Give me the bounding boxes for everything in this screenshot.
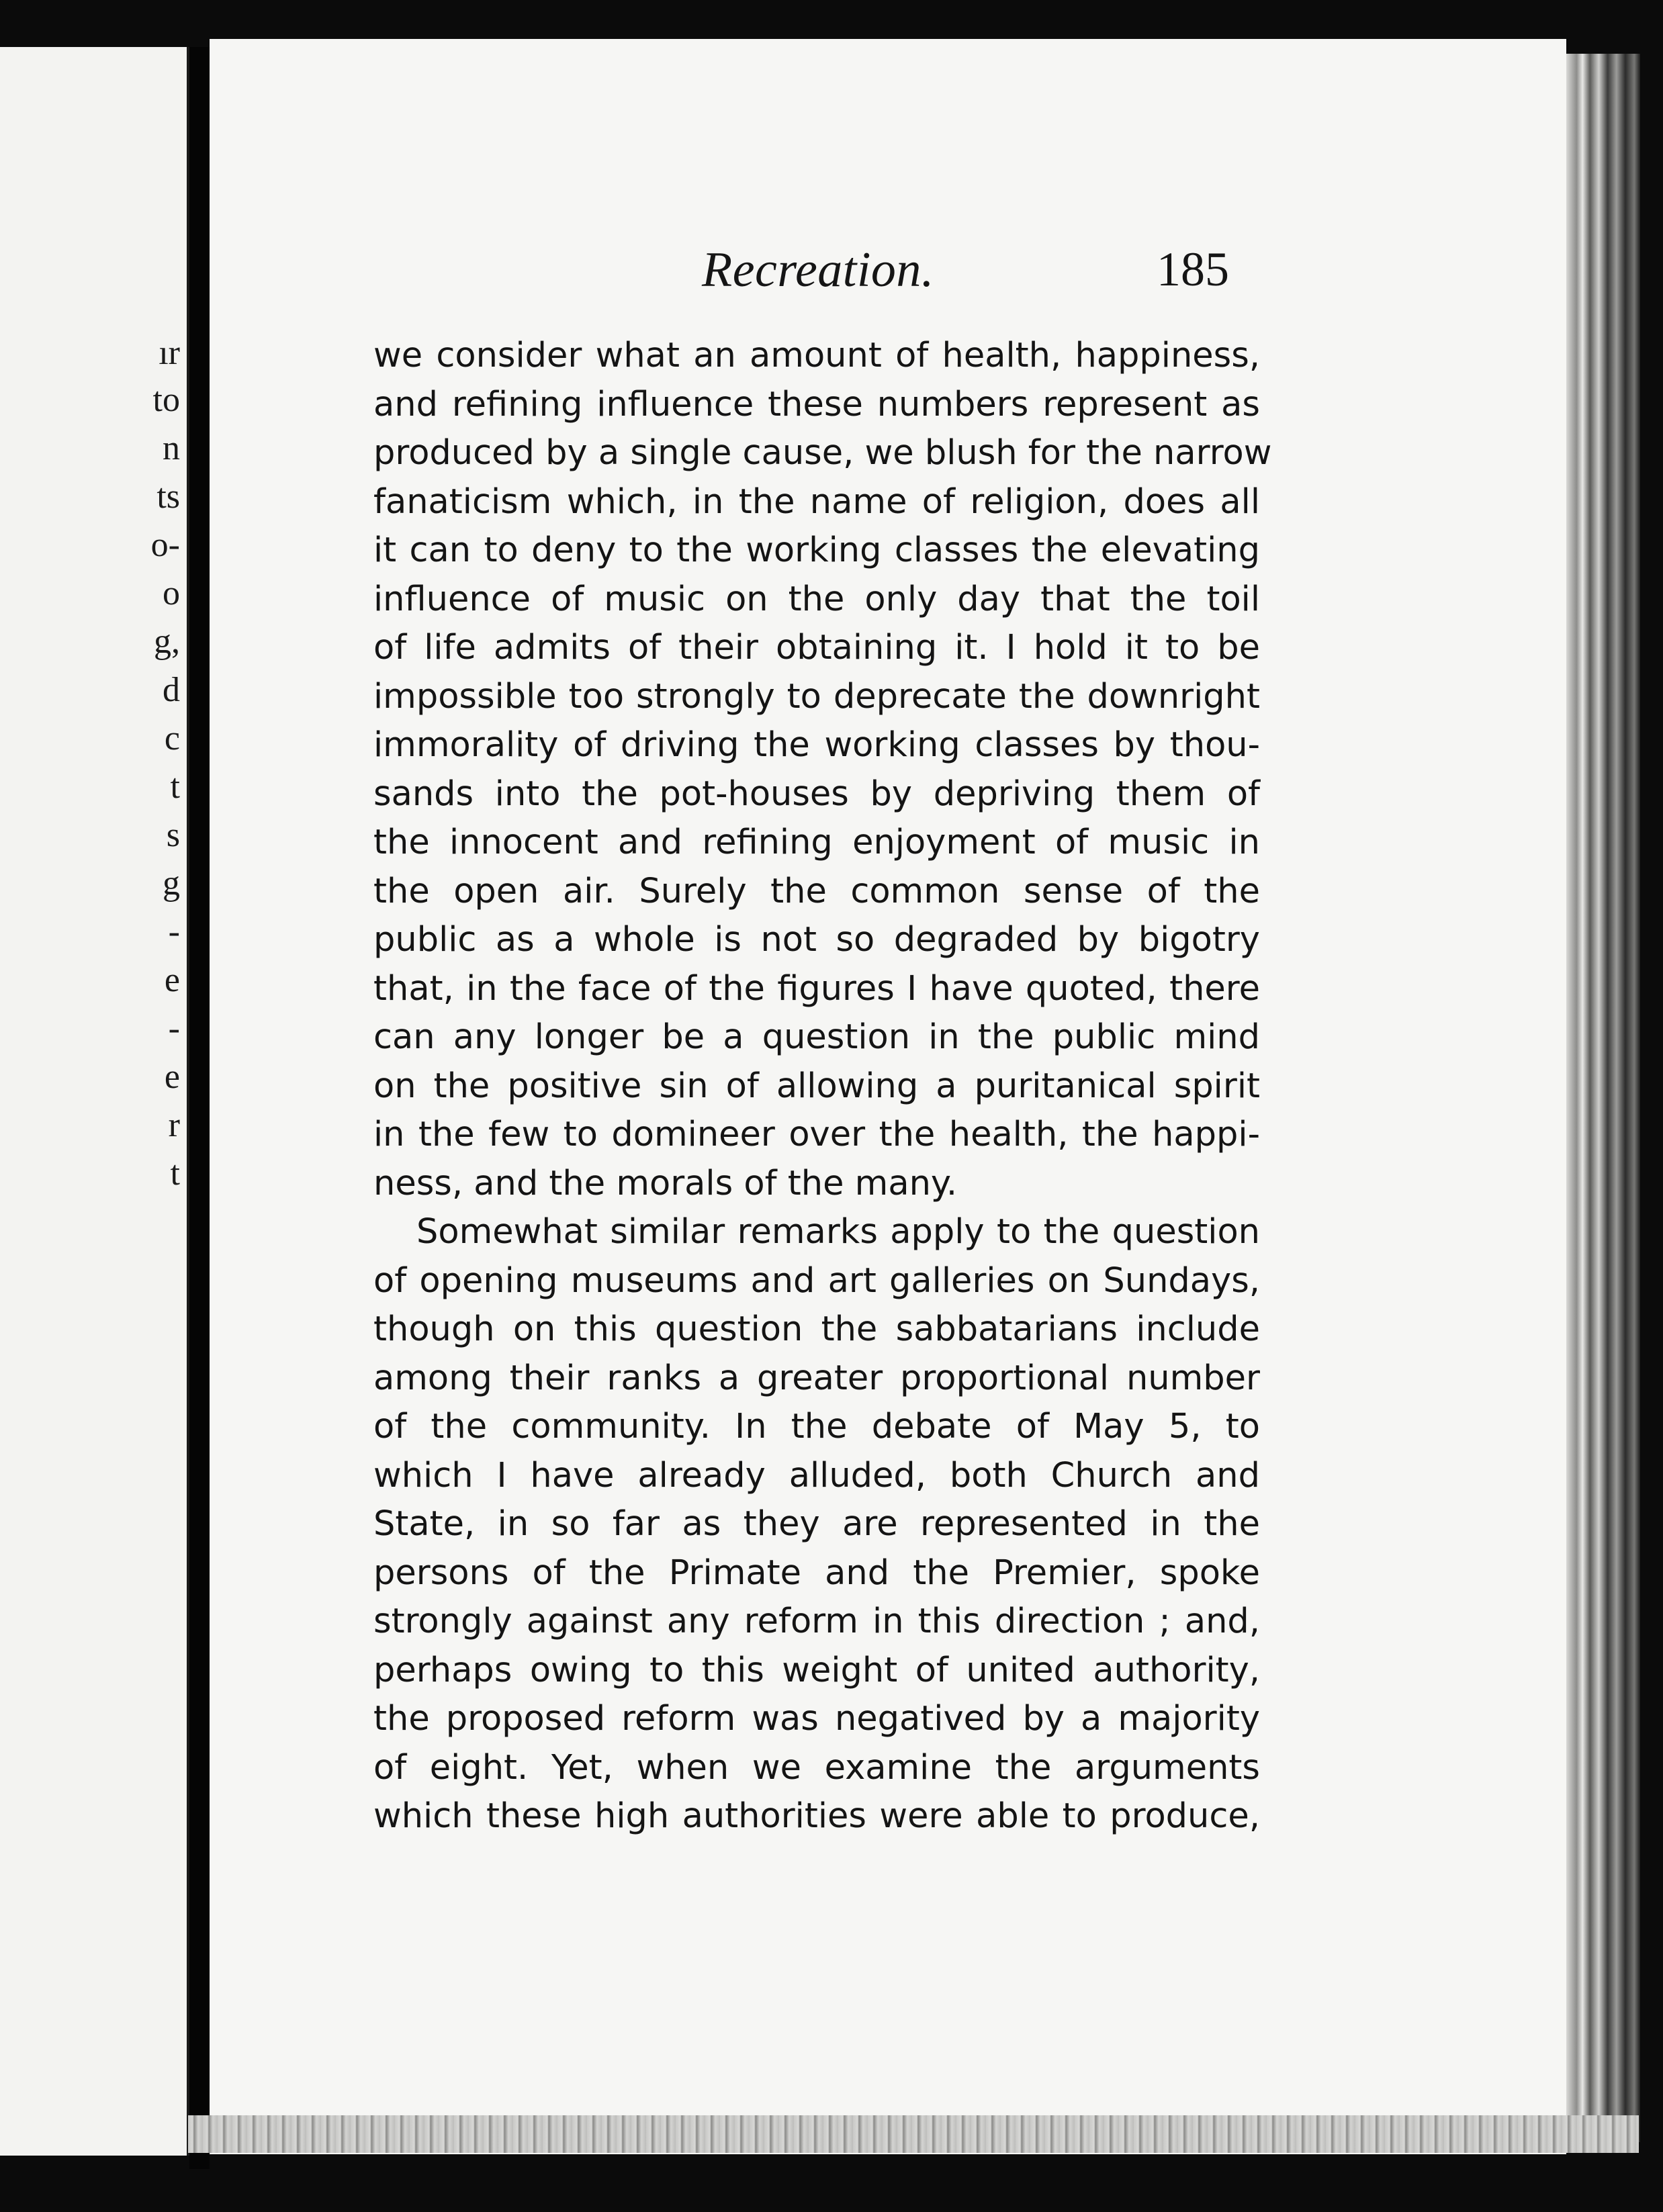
left-page-fragment: s bbox=[166, 816, 180, 854]
text-line: we consider what an amount of health, happiness, bbox=[373, 336, 1260, 375]
text-line: that, in the face of the figures I have quoted, there bbox=[373, 968, 1260, 1009]
book-gutter bbox=[189, 47, 210, 2169]
text-line: of opening museums and art galleries on Sundays, bbox=[373, 1260, 1260, 1301]
left-page-fragment: o- bbox=[150, 526, 180, 564]
text-line: which I have already alluded, both Church and bbox=[373, 1455, 1260, 1495]
left-page-fragment: d bbox=[163, 671, 180, 709]
text-line: sands into the pot-houses by depriving them of bbox=[373, 774, 1260, 814]
left-page-fragment: t bbox=[170, 1154, 180, 1193]
text-line: persons of the Primate and the Premier, spoke bbox=[373, 1553, 1260, 1593]
text-line: influence of music on the only day that the toil bbox=[373, 579, 1260, 619]
left-page-fragment: g, bbox=[154, 623, 180, 661]
text-line: of life admits of their obtaining it. I hold it to be bbox=[373, 628, 1260, 667]
paragraph-first-line: Somewhat similar remarks apply to the question bbox=[416, 1212, 1260, 1252]
page-bottom-edge bbox=[188, 2115, 1639, 2153]
text-line: the proposed reform was negatived by a majority bbox=[373, 1699, 1260, 1739]
left-page-fragment: r bbox=[168, 1106, 180, 1144]
previous-page-fragment bbox=[0, 47, 189, 2156]
left-page-fragment: g bbox=[163, 864, 180, 903]
paragraph-last-line: ness, and the morals of the many. bbox=[373, 1163, 958, 1203]
page-number: 185 bbox=[1157, 242, 1229, 296]
text-line: among their ranks a greater proportional number bbox=[373, 1358, 1260, 1398]
text-line: impossible too strongly to deprecate the downright bbox=[373, 676, 1260, 717]
text-line: though on this question the sabbatarians include bbox=[373, 1309, 1260, 1349]
text-line: in the few to domineer over the health, the happi- bbox=[373, 1115, 1260, 1154]
text-line: can any longer be a question in the public mind bbox=[373, 1017, 1260, 1057]
text-line: perhaps owing to this weight of united authority, bbox=[373, 1650, 1260, 1690]
left-page-fragment: t bbox=[170, 768, 180, 806]
text-line: and refining influence these numbers represent as bbox=[373, 384, 1260, 424]
running-head-title: Recreation. bbox=[702, 242, 934, 297]
left-page-fragment: n bbox=[163, 429, 180, 467]
text-line: fanaticism which, in the name of religion, does all bbox=[373, 481, 1260, 522]
text-line: public as a whole is not so degraded by bigotry bbox=[373, 920, 1260, 960]
text-line: of the community. In the debate of May 5, to bbox=[373, 1407, 1260, 1446]
left-page-fragment: ts bbox=[156, 477, 180, 516]
text-line: of eight. Yet, when we examine the arguments bbox=[373, 1747, 1260, 1788]
text-line: produced by a single cause, we blush for the narrow bbox=[373, 433, 1272, 473]
text-line: State, in so far as they are represented in the bbox=[373, 1504, 1260, 1544]
text-line: it can to deny to the working classes the elevating bbox=[373, 531, 1260, 570]
left-page-fragment: o bbox=[163, 574, 180, 612]
text-line: the open air. Surely the common sense of the bbox=[373, 871, 1260, 911]
left-page-fragment: - bbox=[168, 913, 180, 951]
page-stack-edge bbox=[1566, 54, 1640, 2142]
body-text bbox=[373, 332, 1272, 1841]
left-page-fragment: e bbox=[164, 1058, 180, 1096]
left-page-fragment: e bbox=[164, 961, 180, 999]
text-line: the innocent and refining enjoyment of music in bbox=[373, 823, 1260, 862]
text-line: which these high authorities were able to produce, bbox=[373, 1796, 1260, 1836]
text-line: immorality of driving the working classes by thou- bbox=[373, 725, 1260, 765]
text-line: strongly against any reform in this direction ; and, bbox=[373, 1602, 1260, 1641]
left-page-fragment: c bbox=[164, 719, 180, 757]
left-page-fragment: - bbox=[168, 1009, 180, 1048]
left-page-fragment: ır bbox=[159, 334, 180, 372]
left-page-fragment: to bbox=[152, 381, 180, 419]
text-line: on the positive sin of allowing a puritanical spirit bbox=[373, 1066, 1260, 1106]
